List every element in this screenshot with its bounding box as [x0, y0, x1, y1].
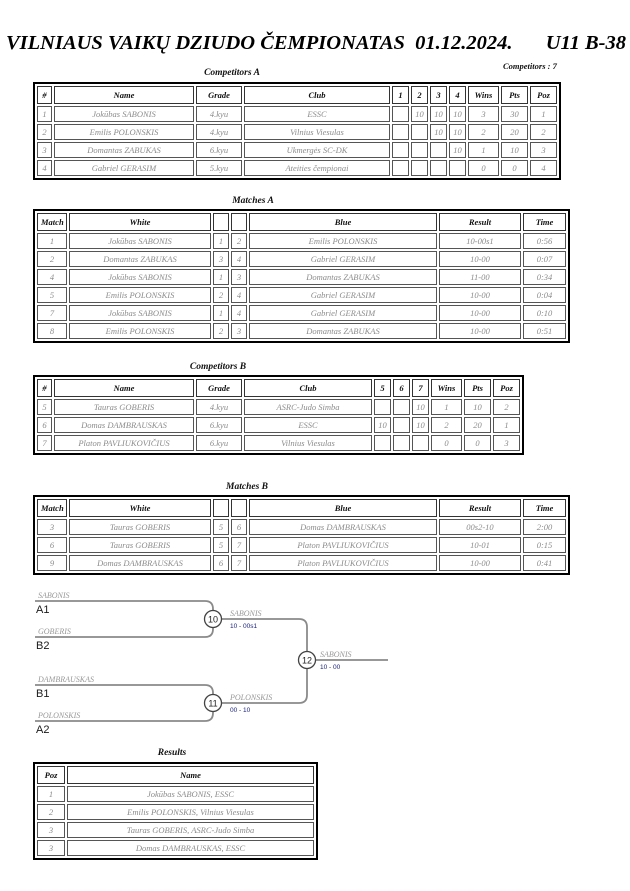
col-header — [231, 213, 247, 231]
cell-poz: 1 — [493, 417, 520, 433]
cell-poz: 1 — [530, 106, 557, 122]
cell-match: 5 — [37, 287, 67, 303]
col-header: Wins — [468, 86, 499, 104]
cell-score — [392, 106, 409, 122]
table-header-row — [37, 213, 566, 231]
cell-poz: 3 — [530, 142, 557, 158]
col-header: # — [37, 86, 52, 104]
col-header: White — [69, 499, 211, 517]
cell-time: 0:34 — [523, 269, 566, 285]
cell-grade: 6.kyu — [196, 142, 242, 158]
cell-blue-num: 4 — [231, 251, 247, 267]
cell-white-num: 3 — [213, 251, 229, 267]
bracket-winner-name: SABONIS — [230, 609, 262, 618]
cell-result: 10-00 — [439, 287, 521, 303]
matches-a-table — [33, 209, 570, 343]
cell-white: Jokūbas SABONIS — [69, 269, 211, 285]
table-row — [37, 519, 566, 535]
cell-blue: Platon PAVLIUKOVIČIUS — [249, 537, 437, 553]
cell-match: 6 — [37, 537, 67, 553]
cell-score: 10 — [430, 124, 447, 140]
bracket-slot-seed: B2 — [36, 640, 50, 652]
cell-club: Vilnius Viesulas — [244, 124, 390, 140]
cell-num: 2 — [37, 124, 52, 140]
cell-grade: 5.kyu — [196, 160, 242, 176]
col-header — [213, 499, 229, 517]
bracket-slot-seed: A1 — [36, 604, 50, 616]
cell-num: 7 — [37, 435, 52, 451]
cell-white: Emilis POLONSKIS — [69, 287, 211, 303]
bracket-slot-name: GOBERIS — [38, 627, 71, 636]
cell-result: 00s2-10 — [439, 519, 521, 535]
cell-score: 10 — [411, 106, 428, 122]
cell-score — [374, 399, 391, 415]
cell-match: 9 — [37, 555, 67, 571]
cell-blue-num: 4 — [231, 287, 247, 303]
cell-wins: 3 — [468, 106, 499, 122]
col-header: Blue — [249, 213, 437, 231]
table-row — [37, 305, 566, 321]
col-header: 4 — [449, 86, 466, 104]
cell-white-num: 2 — [213, 287, 229, 303]
cell-blue: Domantas ZABUKAS — [249, 269, 437, 285]
cell-blue-num: 3 — [231, 323, 247, 339]
cell-name: Tauras GOBERIS, ASRC-Judo Simba — [67, 822, 314, 838]
cell-pts: 30 — [501, 106, 528, 122]
cell-white: Tauras GOBERIS — [69, 519, 211, 535]
table-row — [37, 124, 557, 140]
matches-a-heading: Matches A — [232, 196, 274, 206]
col-header: 1 — [392, 86, 409, 104]
cell-result: 10-00s1 — [439, 233, 521, 249]
cell-pts: 10 — [501, 142, 528, 158]
cell-match: 8 — [37, 323, 67, 339]
bracket-line-b1 — [35, 685, 213, 695]
cell-wins: 2 — [431, 417, 462, 433]
col-header: # — [37, 379, 52, 397]
cell-score — [392, 160, 409, 176]
cell-blue-num: 2 — [231, 233, 247, 249]
results-heading: Results — [157, 748, 187, 758]
cell-poz: 2 — [530, 124, 557, 140]
cell-white-num: 2 — [213, 323, 229, 339]
cell-result: 10-00 — [439, 251, 521, 267]
bracket-match-result: 00 - 10 — [230, 707, 251, 714]
col-header: Name — [54, 86, 194, 104]
table-header-row — [37, 379, 520, 397]
matches-b-heading: Matches B — [226, 482, 268, 492]
competitors-count: Competitors : 7 — [503, 61, 557, 71]
col-header: Poz — [37, 766, 65, 784]
table-header-row — [37, 86, 557, 104]
cell-blue-num: 7 — [231, 537, 247, 553]
col-header: Club — [244, 86, 390, 104]
cell-score: 10 — [374, 417, 391, 433]
competitors-a-table — [33, 82, 561, 180]
cell-white: Domantas ZABUKAS — [69, 251, 211, 267]
cell-grade: 4.kyu — [196, 106, 242, 122]
cell-grade: 6.kyu — [196, 435, 242, 451]
cell-wins: 1 — [468, 142, 499, 158]
cell-time: 0:04 — [523, 287, 566, 303]
cell-poz: 2 — [493, 399, 520, 415]
col-header: 7 — [412, 379, 429, 397]
cell-name: Emilis POLONSKIS — [54, 124, 194, 140]
cell-name: Domas DAMBRAUSKAS — [54, 417, 194, 433]
cell-num: 4 — [37, 160, 52, 176]
table-row — [37, 555, 566, 571]
cell-score — [393, 417, 410, 433]
table-row — [37, 287, 566, 303]
cell-name: Tauras GOBERIS — [54, 399, 194, 415]
cell-white-num: 5 — [213, 537, 229, 553]
final-bracket — [0, 575, 630, 750]
cell-blue: Emilis POLONSKIS — [249, 233, 437, 249]
col-header: 6 — [393, 379, 410, 397]
col-header: Name — [67, 766, 314, 784]
cell-white: Tauras GOBERIS — [69, 537, 211, 553]
cell-club: Ukmergės SC-DK — [244, 142, 390, 158]
cell-time: 0:56 — [523, 233, 566, 249]
col-header: Grade — [196, 379, 242, 397]
table-header-row — [37, 766, 314, 784]
cell-wins: 0 — [468, 160, 499, 176]
cell-white: Jokūbas SABONIS — [69, 305, 211, 321]
cell-time: 2:00 — [523, 519, 566, 535]
page-title-row — [6, 32, 626, 55]
bracket-match-result: 10 - 00 — [320, 664, 341, 671]
cell-pts: 0 — [501, 160, 528, 176]
cell-poz: 3 — [37, 822, 65, 838]
cell-score — [393, 399, 410, 415]
col-header: Match — [37, 213, 67, 231]
bracket-slot-name: POLONSKIS — [38, 711, 81, 720]
bracket-winner-name: SABONIS — [320, 650, 352, 659]
col-header: Time — [523, 213, 566, 231]
table-row — [37, 786, 314, 802]
cell-time: 0:51 — [523, 323, 566, 339]
cell-num: 3 — [37, 142, 52, 158]
category-label: U11 B-38 — [545, 32, 626, 54]
table-row — [37, 106, 557, 122]
col-header: Result — [439, 213, 521, 231]
cell-club: ESSC — [244, 106, 390, 122]
table-row — [37, 251, 566, 267]
cell-blue: Gabriel GERASIM — [249, 305, 437, 321]
cell-pts: 20 — [501, 124, 528, 140]
bracket-match-result: 10 - 00s1 — [230, 623, 258, 630]
table-row — [37, 840, 314, 856]
table-row — [37, 142, 557, 158]
table-row — [37, 160, 557, 176]
col-header: Pts — [501, 86, 528, 104]
cell-grade: 4.kyu — [196, 399, 242, 415]
cell-score — [412, 435, 429, 451]
cell-result: 10-00 — [439, 305, 521, 321]
cell-blue-num: 3 — [231, 269, 247, 285]
cell-name: Platon PAVLIUKOVIČIUS — [54, 435, 194, 451]
cell-white: Domas DAMBRAUSKAS — [69, 555, 211, 571]
cell-wins: 1 — [431, 399, 462, 415]
col-header: 5 — [374, 379, 391, 397]
cell-name: Jokūbas SABONIS, ESSC — [67, 786, 314, 802]
cell-poz: 3 — [37, 840, 65, 856]
cell-club: ASRC-Judo Simba — [244, 399, 372, 415]
bracket-slot-seed: B1 — [36, 688, 50, 700]
table-row — [37, 435, 520, 451]
table-row — [37, 233, 566, 249]
match-node-number: 10 — [207, 614, 219, 625]
cell-name: Jokūbas SABONIS — [54, 106, 194, 122]
bracket-winner-name: POLONSKIS — [230, 693, 273, 702]
cell-blue: Platon PAVLIUKOVIČIUS — [249, 555, 437, 571]
table-row — [37, 269, 566, 285]
col-header: 2 — [411, 86, 428, 104]
cell-white: Emilis POLONSKIS — [69, 323, 211, 339]
cell-grade: 4.kyu — [196, 124, 242, 140]
cell-white: Jokūbas SABONIS — [69, 233, 211, 249]
col-header: Wins — [431, 379, 462, 397]
table-row — [37, 323, 566, 339]
cell-score: 10 — [449, 106, 466, 122]
bracket-line-a1 — [35, 601, 213, 611]
cell-white-num: 5 — [213, 519, 229, 535]
cell-match: 4 — [37, 269, 67, 285]
col-header — [213, 213, 229, 231]
cell-score: 10 — [412, 417, 429, 433]
cell-score — [449, 160, 466, 176]
cell-club: Vilnius Viesulas — [244, 435, 372, 451]
competitors-b-table — [33, 375, 524, 455]
cell-score — [393, 435, 410, 451]
cell-num: 6 — [37, 417, 52, 433]
cell-club: ESSC — [244, 417, 372, 433]
cell-name: Domantas ZABUKAS — [54, 142, 194, 158]
col-header: Grade — [196, 86, 242, 104]
cell-poz: 1 — [37, 786, 65, 802]
col-header: Poz — [530, 86, 557, 104]
cell-wins: 0 — [431, 435, 462, 451]
cell-score — [374, 435, 391, 451]
cell-white-num: 1 — [213, 305, 229, 321]
table-row — [37, 417, 520, 433]
table-header-row — [37, 499, 566, 517]
cell-score — [392, 142, 409, 158]
results-table — [33, 762, 318, 860]
cell-white-num: 1 — [213, 269, 229, 285]
col-header: Pts — [464, 379, 491, 397]
col-header: White — [69, 213, 211, 231]
cell-name: Emilis POLONSKIS, Vilnius Viesulas — [67, 804, 314, 820]
competitors-b-heading: Competitors B — [189, 362, 247, 372]
cell-poz: 3 — [493, 435, 520, 451]
table-row — [37, 537, 566, 553]
page-title: VILNIAUS VAIKŲ DZIUDO ČEMPIONATAS 01.12.2024. — [6, 32, 513, 54]
cell-num: 1 — [37, 106, 52, 122]
cell-pts: 0 — [464, 435, 491, 451]
cell-white-num: 1 — [213, 233, 229, 249]
col-header: Time — [523, 499, 566, 517]
cell-time: 0:15 — [523, 537, 566, 553]
competitors-a-heading: Competitors A — [204, 68, 260, 78]
cell-poz: 4 — [530, 160, 557, 176]
table-row — [37, 822, 314, 838]
cell-score: 10 — [449, 124, 466, 140]
match-node-number: 12 — [301, 655, 313, 666]
cell-blue: Domas DAMBRAUSKAS — [249, 519, 437, 535]
cell-blue: Gabriel GERASIM — [249, 287, 437, 303]
cell-name: Gabriel GERASIM — [54, 160, 194, 176]
cell-score: 10 — [449, 142, 466, 158]
col-header — [231, 499, 247, 517]
cell-num: 5 — [37, 399, 52, 415]
cell-result: 10-01 — [439, 537, 521, 553]
cell-score: 10 — [430, 106, 447, 122]
col-header: Blue — [249, 499, 437, 517]
cell-time: 0:41 — [523, 555, 566, 571]
cell-match: 3 — [37, 519, 67, 535]
col-header: 3 — [430, 86, 447, 104]
cell-poz: 2 — [37, 804, 65, 820]
cell-time: 0:07 — [523, 251, 566, 267]
cell-name: Domas DAMBRAUSKAS, ESSC — [67, 840, 314, 856]
col-header: Club — [244, 379, 372, 397]
cell-score — [411, 160, 428, 176]
cell-score — [430, 142, 447, 158]
cell-pts: 20 — [464, 417, 491, 433]
bracket-slot-name: DAMBRAUSKAS — [38, 675, 94, 684]
table-row — [37, 399, 520, 415]
cell-score — [392, 124, 409, 140]
cell-white-num: 6 — [213, 555, 229, 571]
bracket-slot-name: SABONIS — [38, 591, 70, 600]
cell-result: 10-00 — [439, 555, 521, 571]
cell-blue: Domantas ZABUKAS — [249, 323, 437, 339]
cell-score — [411, 142, 428, 158]
table-row — [37, 804, 314, 820]
cell-grade: 6.kyu — [196, 417, 242, 433]
col-header: Name — [54, 379, 194, 397]
cell-score: 10 — [412, 399, 429, 415]
cell-wins: 2 — [468, 124, 499, 140]
match-node-number: 11 — [208, 698, 218, 709]
cell-match: 1 — [37, 233, 67, 249]
col-header: Result — [439, 499, 521, 517]
cell-match: 7 — [37, 305, 67, 321]
cell-time: 0:10 — [523, 305, 566, 321]
col-header: Match — [37, 499, 67, 517]
matches-b-table — [33, 495, 570, 575]
cell-pts: 10 — [464, 399, 491, 415]
cell-blue-num: 4 — [231, 305, 247, 321]
cell-result: 10-00 — [439, 323, 521, 339]
cell-result: 11-00 — [439, 269, 521, 285]
cell-match: 2 — [37, 251, 67, 267]
cell-score — [411, 124, 428, 140]
cell-blue: Gabriel GERASIM — [249, 251, 437, 267]
cell-club: Ateities čempionai — [244, 160, 390, 176]
col-header: Poz — [493, 379, 520, 397]
cell-score — [430, 160, 447, 176]
cell-blue-num: 7 — [231, 555, 247, 571]
cell-blue-num: 6 — [231, 519, 247, 535]
bracket-slot-seed: A2 — [36, 724, 50, 736]
